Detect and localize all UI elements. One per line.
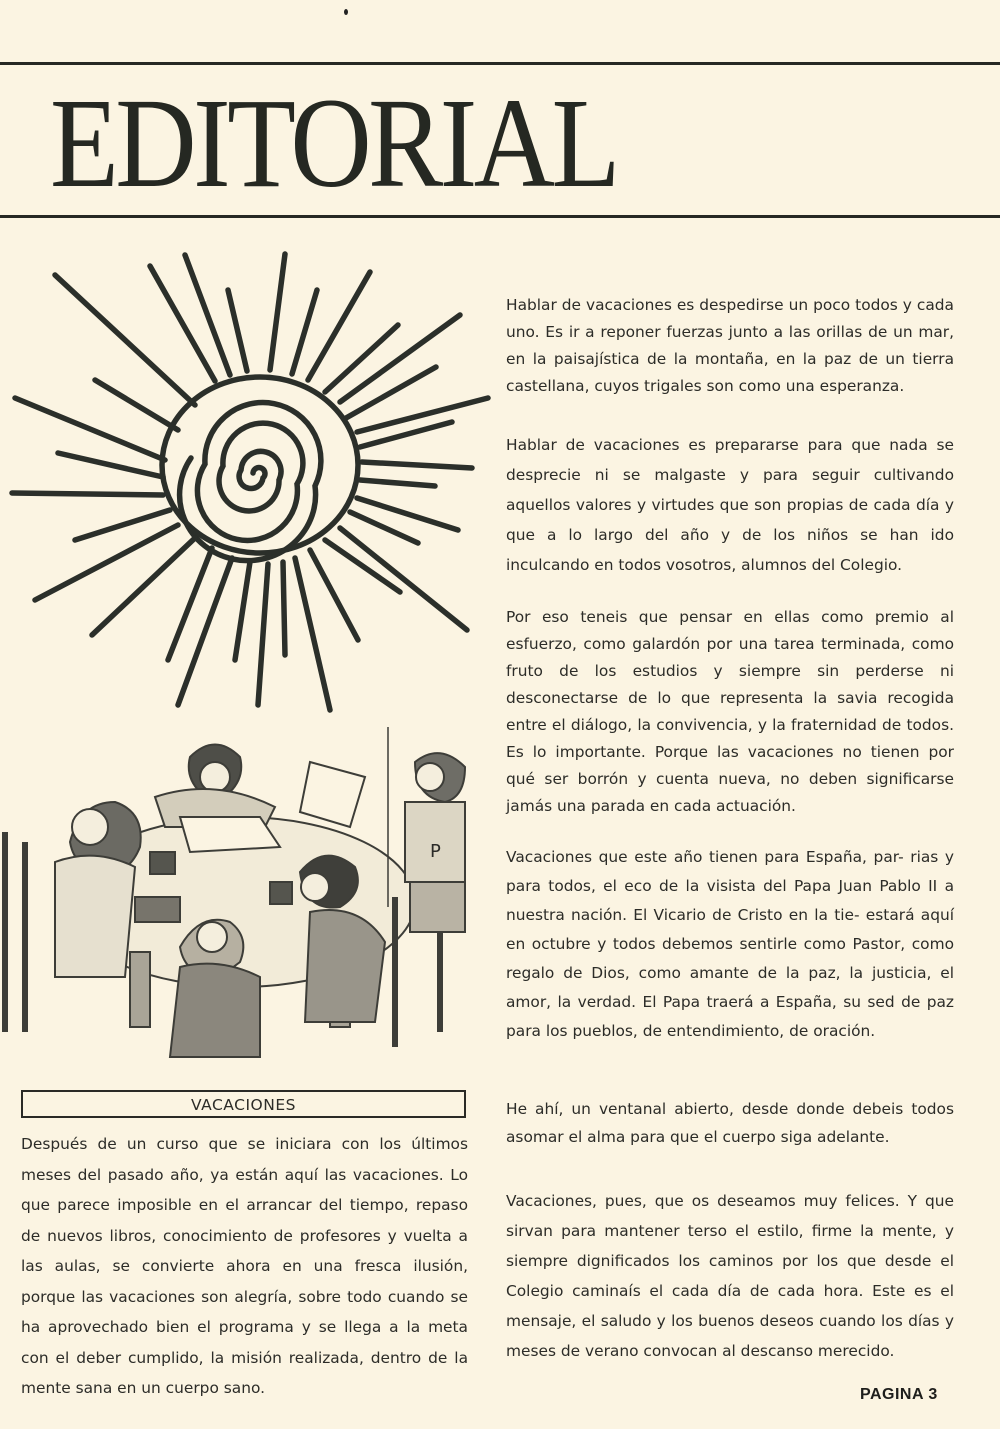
article-paragraph-6: Vacaciones, pues, que os deseamos muy felices. Y que sirvan para mantener terso el estilo, firme la mente, y siempre dignificados los caminos por los que desde el Colegio caminaís el cada día de cada hora. Este es el mensaje, el saludo y los buenos deseos cuando los días y meses de verano convocan al descanso merecido. <box>506 1192 954 1360</box>
article-paragraph-3: Por eso teneis que pensar en ellas como premio al esfuerzo, como galardón por una tarea terminada, como fruto de los estudios y siempre sin perderse ni desconectarse de lo que representa la savia recogida entre el diálogo, la convivencia, y la fraternidad de todos. Es lo importante. Porque las vacaciones no tienen por qué ser borrón y cuenta nueva, no deben significarse jamás una parada en cada actuación. <box>506 608 954 815</box>
page-number: PAGINA 3 <box>860 1386 938 1403</box>
article-paragraph-1: Hablar de vacaciones es despedirse un poco todos y cada uno. Es ir a reponer fuerzas junto a las orillas de un mar, en la paisajística de la montaña, en la paz de un tierra castellana, cuyos trigales son como una esperanza. <box>506 296 954 395</box>
sidebar-body: Después de un curso que se iniciara con los últimos meses del pasado año, ya están aquí las vacaciones. Lo que parece imposible en el arrancar del tiempo, repaso de nuevos libros, conocimiento de profesores y vuelta a las aulas, se convierte ahora en una fresca ilusión, porque las vacaciones son alegría, sobre todo cuando se ha aprovechado bien el programa y se llega a la meta con el deber cumplido, la misión realizada, dentro de la mente sana en un cuerpo sano. <box>21 1135 468 1397</box>
sidebar-heading: VACACIONES <box>21 1090 466 1118</box>
page-title: EDITORIAL <box>50 72 617 214</box>
top-rule <box>0 62 1000 65</box>
article-paragraph-5: He ahí, un ventanal abierto, desde donde debeis todos asomar el alma para que el cuerpo siga adelante. <box>506 1100 954 1146</box>
sun-illustration <box>0 240 500 720</box>
article-paragraph-2: Hablar de vacaciones es prepararse para que nada se desprecie ni se malgaste y para seguir cultivando aquellos valores y virtudes que son propias de cada día y que a lo largo del año y de los niños se han ido inculcando en todos vosotros, alumnos del Colegio. <box>506 436 954 574</box>
shirt-letter: P <box>430 841 441 862</box>
title-bottom-rule <box>0 215 1000 218</box>
ink-speck <box>344 9 348 15</box>
article-paragraph-4: Vacaciones que este año tienen para España, par- rias y para todos, el eco de la visista del Papa Juan Pablo II a nuestra nación. El Vicario de Cristo en la tie- estará aquí en octubre y todos debemos sentirle como Pastor, como regalo de Dios, como amante de la paz, la justicia, el amor, la verdad. El Papa traerá a España, su sed de paz para los pueblos, de entendimiento, de oración. <box>506 848 954 1040</box>
children-at-table-illustration <box>0 722 480 1080</box>
